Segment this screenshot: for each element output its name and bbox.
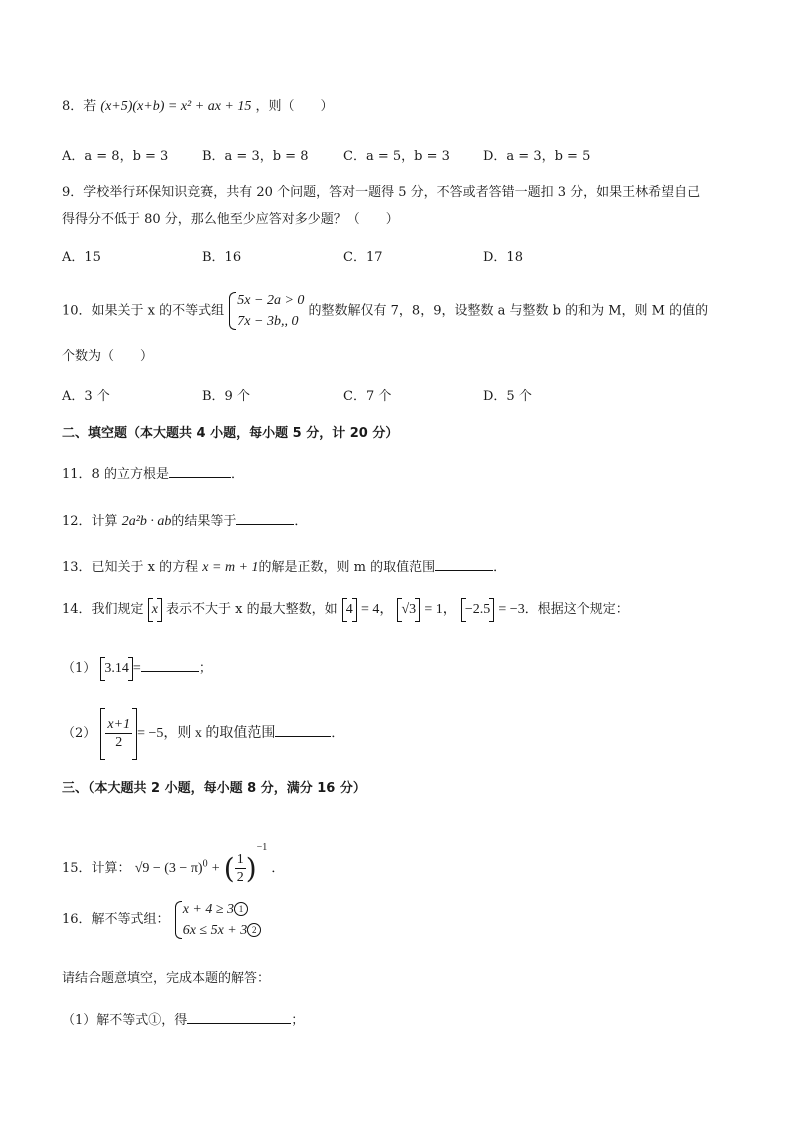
floor-example-3 [461, 600, 494, 620]
question-16-row-2 [183, 920, 262, 941]
section-3-heading: 三、（本大题共 2 小题，每小题 8 分，满分 16 分） [62, 781, 366, 796]
question-13-prefix: 13．已知关于 x 的方程 [62, 560, 199, 575]
floor-sub-2 [100, 710, 137, 758]
floor-example-1-content: 4 [345, 602, 353, 617]
question-11-end: ． [230, 467, 244, 482]
question-10-prefix: 10．如果关于 x 的不等式组 [62, 303, 225, 319]
circled-two-marker: 2 [247, 923, 261, 937]
question-10-option-d[interactable]: D．5 个 [483, 389, 532, 404]
question-16-sub-1-text: （1）解不等式①，得 [62, 1013, 188, 1028]
fraction-denominator: 2 [115, 735, 123, 751]
question-15-end: ． [271, 861, 285, 876]
question-9-option-a[interactable]: A．15 [62, 250, 101, 265]
question-16-row-1-text: x + 4 ≥ 3 [182, 901, 235, 917]
question-16-row-1 [183, 899, 262, 920]
right-paren-large: ) [245, 851, 257, 885]
question-14 [62, 600, 629, 620]
floor-example-1 [342, 600, 357, 620]
question-14-prefix: 14．我们规定 [62, 602, 144, 617]
floor-sub-2-fraction [105, 716, 132, 751]
floor-example-1-result: = 4， [360, 602, 394, 617]
left-paren-large: ( [223, 851, 235, 885]
question-16-instruction: 请结合题意填空，完成本题的解答： [62, 971, 271, 986]
question-9-option-c[interactable]: C．17 [343, 250, 383, 265]
question-15-prefix: 15．计算： [62, 861, 131, 876]
question-15-fraction-denominator: 2 [236, 870, 244, 885]
section-2-heading: 二、填空题（本大题共 4 小题，每小题 5 分，计 20 分） [62, 426, 399, 441]
question-16-sub-1-answer-blank[interactable] [187, 1009, 291, 1024]
question-8-option-c[interactable]: C．a = 5，b = 3 [343, 149, 450, 164]
question-10-inequality-system [228, 290, 304, 332]
question-10-option-b[interactable]: B．9 个 [202, 389, 250, 404]
question-13-answer-blank[interactable] [435, 556, 493, 571]
question-14-sub-1 [62, 657, 212, 679]
question-12-answer-blank[interactable] [236, 510, 294, 525]
question-8-prefix: 8．若 [62, 99, 97, 114]
question-10-suffix: 的整数解仅有 7，8，9，设整数 a 与整数 b 的和为 M，则 M 的值的 [308, 303, 709, 319]
question-15-fraction [235, 851, 246, 886]
question-10 [62, 290, 708, 333]
question-9-line-1: 9．学校举行环保知识竞赛，共有 20 个问题，答对一题得 5 分，不答或者答错一题扣 3 分，如果王林希望自己 [62, 185, 701, 200]
question-11 [62, 463, 244, 485]
question-15-exponent-zero: 0 [202, 858, 208, 870]
question-16-sub-1-end: ； [291, 1013, 305, 1028]
question-16-prefix: 16．解不等式组： [62, 912, 170, 927]
question-14-sub-2-equation: = −5，则 x 的取值范围 [137, 726, 276, 741]
question-16 [62, 898, 261, 942]
question-14-mid: 表示不大于 x 的最大整数，如 [166, 602, 338, 617]
question-14-sub-1-equals: = [132, 661, 141, 676]
question-15-part-1: √9 − (3 − π) [134, 861, 203, 876]
question-9-line-2: 得得分不低于 80 分，那么他至少应答对多少题？（ ） [62, 212, 399, 227]
question-13-expression: x = m + 1 [202, 560, 259, 575]
question-9-option-b[interactable]: B．16 [202, 250, 242, 265]
question-13-end: ． [493, 560, 507, 575]
question-16-row-2-text: 6x ≤ 5x + 3 [182, 922, 248, 938]
floor-bracket-x [148, 600, 162, 620]
question-12-prefix: 12．计算 [62, 514, 118, 529]
question-14-sub-2 [62, 710, 344, 758]
question-14-sub-2-answer-blank[interactable] [275, 722, 331, 737]
question-12-suffix: 的结果等于 [171, 514, 237, 529]
question-10-system-row-1: 5x − 2a > 0 [237, 293, 305, 308]
question-14-sub-1-label: （1） [62, 661, 97, 676]
fraction-numerator: x+1 [107, 717, 131, 733]
question-12 [62, 510, 307, 532]
question-12-end: ． [294, 514, 308, 529]
question-8-equation: (x+5)(x+b) = x² + ax + 15 [100, 99, 252, 114]
floor-example-3-content: −2.5 [464, 602, 491, 617]
question-15 [62, 826, 284, 891]
question-11-text: 11．8 的立方根是 [62, 467, 169, 482]
question-15-fraction-numerator: 1 [236, 852, 244, 867]
question-11-answer-blank[interactable] [169, 463, 231, 478]
question-8-suffix: ，则（ ） [255, 99, 334, 114]
question-16-inequality-system [174, 899, 262, 941]
question-10-system-row-2: 7x − 3b,, 0 [237, 314, 299, 329]
floor-example-2 [397, 600, 420, 620]
question-8-option-d[interactable]: D．a = 3，b = 5 [483, 149, 591, 164]
question-12-expression: 2a²b · ab [121, 514, 172, 529]
question-13-suffix: 的解是正数，则 m 的取值范围 [258, 560, 436, 575]
question-10-option-c[interactable]: C．7 个 [343, 389, 392, 404]
question-14-sub-1-answer-blank[interactable] [141, 657, 199, 672]
question-14-sub-1-end: ； [198, 661, 212, 676]
question-10-line-2: 个数为（ ） [62, 349, 154, 364]
floor-bracket-x-content: x [151, 602, 158, 617]
floor-example-2-content: √3 [401, 602, 417, 617]
floor-sub-1-content: 3.14 [104, 661, 129, 676]
question-8-option-a[interactable]: A．a = 8，b = 3 [62, 149, 169, 164]
floor-example-3-result: = −3 [498, 602, 525, 617]
question-15-plus: + [211, 861, 220, 876]
question-14-sub-2-end: ． [331, 726, 345, 741]
question-14-suffix: ．根据这个规定： [524, 602, 629, 617]
question-14-sub-2-label: （2） [62, 726, 97, 741]
floor-example-2-result: = 1， [424, 602, 457, 617]
question-9-option-d[interactable]: D．18 [483, 250, 523, 265]
question-15-exponent-neg-one: −1 [256, 842, 268, 853]
question-16-sub-1 [62, 1009, 304, 1031]
circled-one-marker: 1 [234, 902, 248, 916]
question-8 [62, 97, 334, 117]
question-10-option-a[interactable]: A．3 个 [62, 389, 110, 404]
question-8-option-b[interactable]: B．a = 3，b = 8 [202, 149, 309, 164]
floor-sub-1 [100, 659, 133, 679]
question-13 [62, 556, 506, 578]
